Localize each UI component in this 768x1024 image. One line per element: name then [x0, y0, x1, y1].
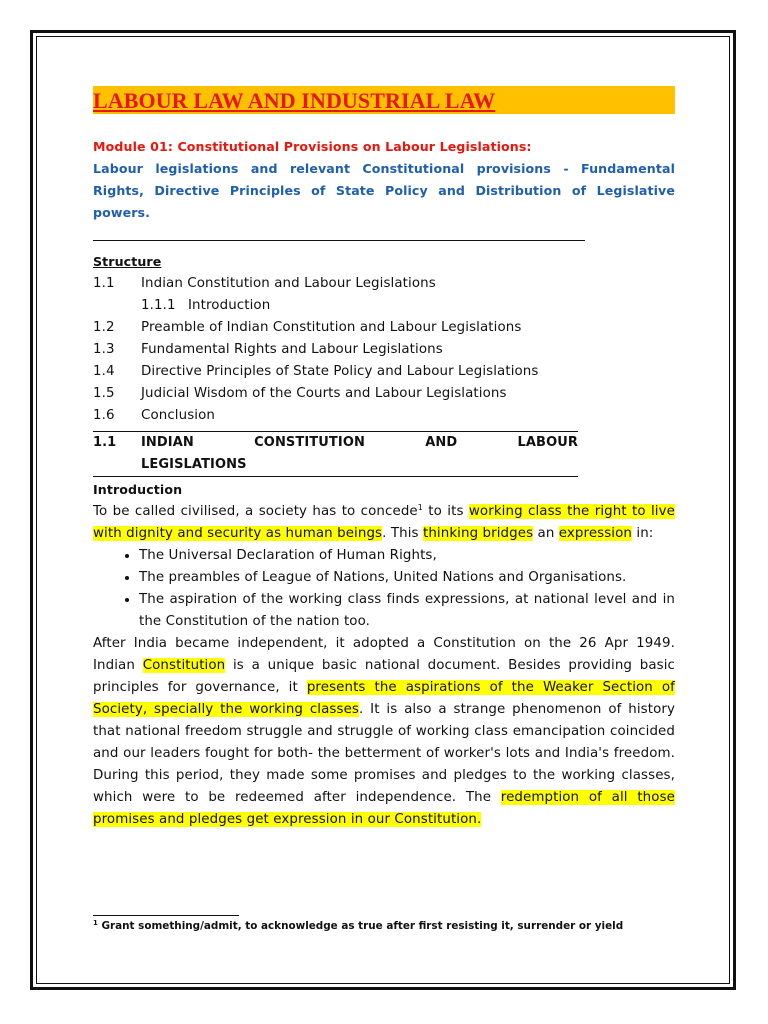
section-title-line2: LEGISLATIONS — [141, 457, 247, 472]
text-run: in: — [632, 526, 654, 541]
structure-heading: Structure — [93, 254, 162, 269]
text-run: . It is also a strange phenomenon of history that national freedom struggle and struggle of working class emancipation coincided and our leaders fought for both- the betterment of worker's lots and India's freedom. During this period, they made some promises and pledges to the working classes, which were to be redeemed after independence. The — [93, 702, 675, 805]
highlight: thinking bridges — [422, 526, 534, 541]
toc-number: 1.2 — [93, 320, 115, 335]
highlight: expression — [558, 526, 633, 541]
divider — [93, 240, 585, 241]
footnote-text: Grant something/admit, to acknowledge as true after first resisting it, surrender or yield — [97, 920, 624, 932]
highlight: Constitution — [142, 658, 226, 673]
toc-number: 1.1.1 — [141, 298, 176, 313]
list-item: • The Universal Declaration of Human Rights, — [139, 545, 675, 567]
bullet-list — [93, 545, 675, 633]
text-run: To be called civilised, a society has to concede — [93, 504, 418, 519]
toc-item — [93, 295, 675, 317]
section-heading-continued — [93, 454, 578, 476]
footnote-ref[interactable]: 1 — [417, 503, 423, 512]
module-heading: Module 01: Constitutional Provisions on Labour Legislations: — [93, 139, 532, 154]
text-run: . This — [382, 526, 423, 541]
toc-item — [93, 273, 675, 295]
section-number: 1.1 — [93, 435, 117, 450]
title-banner — [93, 86, 675, 114]
toc-item — [93, 361, 675, 383]
list-item: • The aspiration of the working class finds expressions, at national level and in the Constitution of the nation too. — [139, 589, 675, 633]
footnote-number: 1 — [93, 919, 98, 927]
list-item: • The preambles of League of Nations, United Nations and Organisations. — [139, 567, 675, 589]
toc-item — [93, 339, 675, 361]
text-run: to its — [422, 504, 469, 519]
section-heading — [93, 432, 578, 454]
paragraph-intro — [93, 501, 675, 545]
module-description: Labour legislations and relevant Constitutional provisions - Fundamental Rights, Directive Principles of State Policy and Distribution of Legislative powers. — [93, 161, 675, 220]
introduction-heading: Introduction — [93, 482, 183, 497]
toc-text: Judicial Wisdom of the Courts and Labour Legislations — [141, 386, 507, 401]
toc-text: Fundamental Rights and Labour Legislations — [141, 342, 443, 357]
toc-text: Preamble of Indian Constitution and Labour Legislations — [141, 320, 522, 335]
toc-text: Directive Principles of State Policy and Labour Legislations — [141, 364, 539, 379]
toc-number: 1.6 — [93, 408, 115, 423]
toc-number: 1.4 — [93, 364, 115, 379]
text-run: an — [533, 526, 559, 541]
section-divider-bottom — [93, 476, 578, 477]
toc-text: Conclusion — [141, 408, 215, 423]
footnote — [93, 920, 623, 932]
highlight: presents the aspirations of the Weaker Section of Society, specially the working classes — [93, 680, 675, 717]
document-title: LABOUR LAW AND INDUSTRIAL LAW — [93, 88, 496, 113]
paragraph-constitution — [93, 633, 675, 831]
text-run: After India became independent, it adopted a Constitution on the 26 Apr 1949. Indian — [93, 636, 675, 673]
text-run: is a unique basic national document. Besides providing basic principles for governance, it — [93, 658, 676, 695]
footnote-separator — [93, 915, 239, 916]
toc-number: 1.3 — [93, 342, 115, 357]
toc-item — [93, 317, 675, 339]
toc-item — [93, 405, 675, 427]
highlight: working class the right to live with dignity and security as human beings — [93, 504, 675, 541]
section-title-line1: INDIAN CONSTITUTION AND LABOUR — [141, 435, 578, 450]
highlight: redemption of all those promises and pledges get expression in our Constitution. — [93, 790, 675, 827]
toc-text: Indian Constitution and Labour Legislations — [141, 276, 436, 291]
toc-number: 1.5 — [93, 386, 115, 401]
toc-text: Introduction — [188, 298, 271, 313]
toc-item — [93, 383, 675, 405]
toc-number: 1.1 — [93, 276, 115, 291]
document-body — [93, 86, 675, 831]
